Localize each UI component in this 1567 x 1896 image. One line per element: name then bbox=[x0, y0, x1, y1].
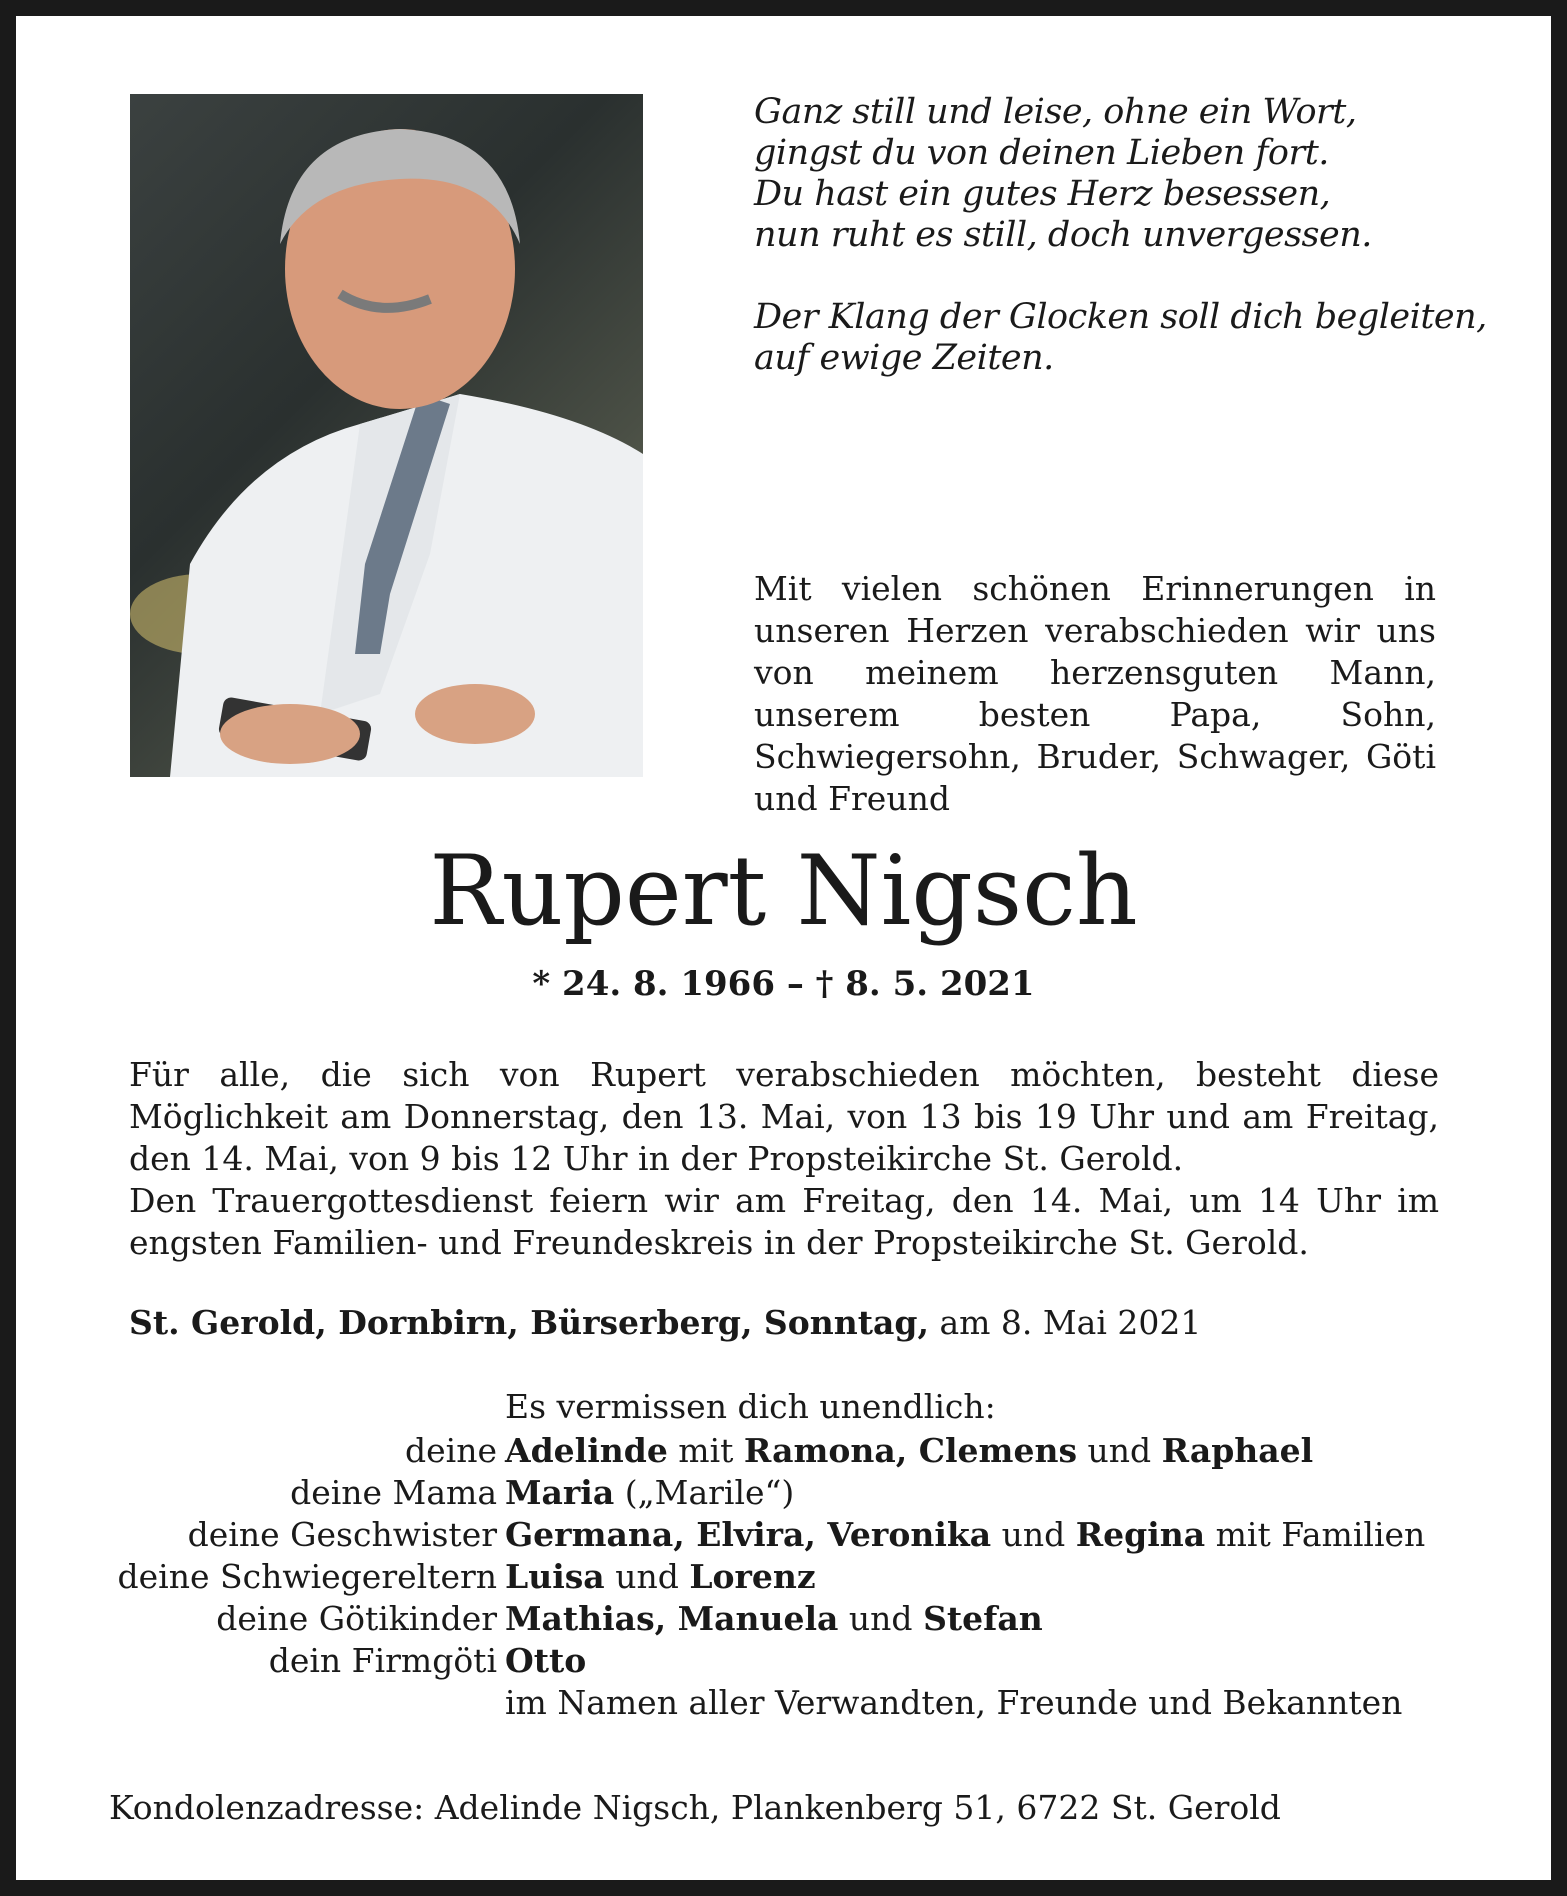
mourner-name: Raphael bbox=[1161, 1431, 1314, 1470]
mourner-row bbox=[16, 1598, 1425, 1640]
relation-label: deine Schwiegereltern bbox=[117, 1557, 497, 1596]
place-date bbox=[129, 1303, 1201, 1342]
relation-label: deine Mama bbox=[290, 1473, 497, 1512]
mourner-name: Germana, Elvira, Veronika bbox=[505, 1515, 992, 1554]
mourner-names bbox=[505, 1598, 1043, 1640]
mourner-name: Ramona, Clemens bbox=[743, 1431, 1078, 1470]
mourner-name: Lorenz bbox=[689, 1557, 816, 1596]
mourner-row bbox=[16, 1682, 1425, 1724]
mourners-heading: Es vermissen dich unendlich: bbox=[505, 1387, 996, 1426]
places: St. Gerold, Dornbirn, Bürserberg, Sonntag, bbox=[129, 1303, 929, 1342]
relation-label: deine bbox=[405, 1431, 497, 1470]
connector-text: und bbox=[991, 1515, 1076, 1554]
poem-line: auf ewige Zeiten. bbox=[754, 338, 1054, 378]
service-info bbox=[129, 1054, 1439, 1264]
connector-text: und bbox=[604, 1557, 690, 1596]
funeral-info: Den Trauergottesdienst feiern wir am Freitag, den 14. Mai, um 14 Uhr im engsten Familien- und Freundeskreis in der Propsteikirche St. Gerold. bbox=[129, 1181, 1439, 1262]
relation-label: dein Firmgöti bbox=[268, 1641, 497, 1680]
connector-text: und bbox=[1077, 1431, 1162, 1470]
mourner-row bbox=[16, 1430, 1425, 1472]
mourner-names bbox=[505, 1472, 794, 1514]
mourner-name: Stefan bbox=[923, 1599, 1043, 1638]
farewell-info: Für alle, die sich von Rupert verabschieden möchten, besteht diese Möglichkeit am Donnerstag, den 13. Mai, von 13 bis 19 Uhr und am Freitag, den 14. Mai, von 9 bis 12 Uhr in der Propsteikirche St. Gerold. bbox=[129, 1055, 1439, 1178]
condolence-address: Kondolenzadresse: Adelinde Nigsch, Plankenberg 51, 6722 St. Gerold bbox=[109, 1788, 1281, 1827]
mourner-row bbox=[16, 1556, 1425, 1598]
mourner-name: Mathias, Manuela bbox=[505, 1599, 839, 1638]
mourner-name: Luisa bbox=[505, 1557, 605, 1596]
mourner-name: Regina bbox=[1075, 1515, 1206, 1554]
mourners-list bbox=[16, 1430, 1425, 1724]
poem bbox=[754, 92, 1487, 420]
mourner-row bbox=[16, 1640, 1425, 1682]
deceased-name: Rupert Nigsch bbox=[429, 835, 1138, 947]
poem-stanza-2 bbox=[754, 297, 1487, 379]
mourner-name: Maria bbox=[505, 1473, 615, 1512]
mourner-name: Adelinde bbox=[505, 1431, 668, 1470]
poem-line: nun ruht es still, doch unvergessen. bbox=[754, 215, 1372, 255]
connector-text: mit bbox=[667, 1431, 744, 1470]
life-dates: * 24. 8. 1966 – † 8. 5. 2021 bbox=[532, 964, 1035, 1004]
mourner-names bbox=[505, 1640, 586, 1682]
poem-line: gingst du von deinen Lieben fort. bbox=[754, 133, 1329, 173]
connector-text: („Marile“) bbox=[614, 1473, 795, 1512]
relation-label bbox=[16, 1682, 505, 1724]
intro-text: Mit vielen schönen Erinnerungen in unseren Herzen verabschieden wir uns von meinem herzensguten Mann, unserem besten Papa, Sohn, Schwiegersohn, Bruder, Schwager, Göti und Freund bbox=[754, 569, 1436, 818]
relation-label: deine Geschwister bbox=[187, 1515, 497, 1554]
mourner-name: Otto bbox=[505, 1641, 587, 1680]
mourner-names bbox=[505, 1430, 1313, 1472]
mourner-names bbox=[505, 1682, 1402, 1724]
mourner-names bbox=[505, 1514, 1425, 1556]
poem-line: Du hast ein gutes Herz besessen, bbox=[754, 174, 1331, 214]
date: am 8. Mai 2021 bbox=[928, 1303, 1202, 1342]
portrait-photo bbox=[130, 94, 643, 777]
mourner-row bbox=[16, 1472, 1425, 1514]
connector-text: im Namen aller Verwandten, Freunde und Bekannten bbox=[505, 1683, 1403, 1722]
connector-text: und bbox=[838, 1599, 924, 1638]
connector-text: mit Familien bbox=[1205, 1515, 1426, 1554]
poem-line: Der Klang der Glocken soll dich begleiten, bbox=[754, 297, 1487, 337]
relation-label: deine Götikinder bbox=[216, 1599, 497, 1638]
obituary-page bbox=[16, 16, 1551, 1880]
mourner-row bbox=[16, 1514, 1425, 1556]
poem-line: Ganz still und leise, ohne ein Wort, bbox=[754, 92, 1357, 132]
poem-stanza-1 bbox=[754, 92, 1487, 256]
mourner-names bbox=[505, 1556, 816, 1598]
